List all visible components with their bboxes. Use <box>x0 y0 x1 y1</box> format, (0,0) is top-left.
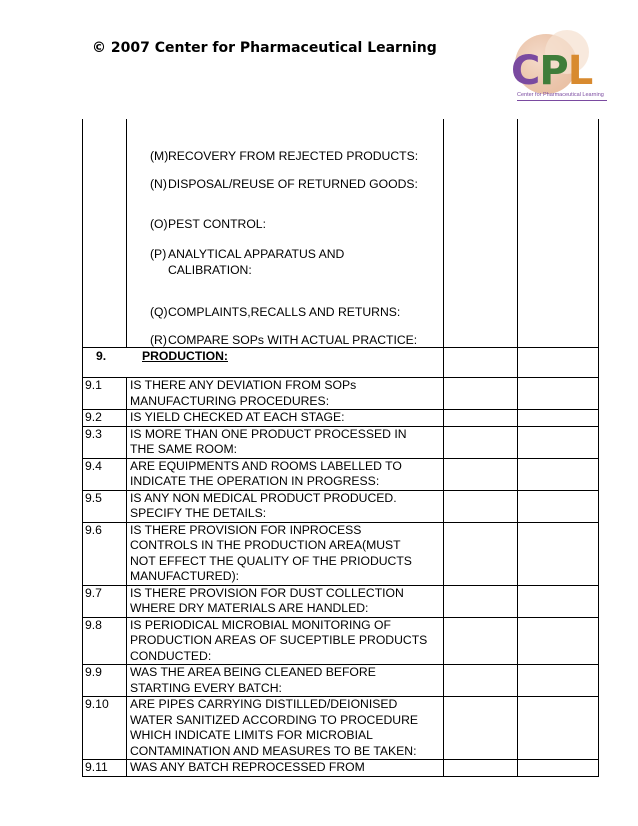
sub-item-label: (M) <box>150 149 169 163</box>
sub-item-text: PEST CONTROL: <box>168 217 266 231</box>
sub-item-label: (Q) <box>150 305 168 319</box>
logo-underline <box>517 100 607 101</box>
row-number: 9.9 <box>85 665 102 679</box>
sub-item-text: DISPOSAL/REUSE OF RETURNED GOODS: <box>168 177 418 191</box>
sub-item <box>150 217 266 233</box>
row-question-text: STARTING EVERY BATCH: <box>130 680 282 695</box>
row-number: 9.7 <box>85 585 102 600</box>
sub-item-text: ANALYTICAL APPARATUS AND <box>168 247 345 261</box>
answer-column-line <box>443 119 444 776</box>
row-question-text: WAS THE AREA BEING CLEANED BEFORE <box>130 665 376 679</box>
number-column-line <box>126 377 127 776</box>
logo-letter-l: L <box>567 48 593 94</box>
row-question-text: WHICH INDICATE LIMITS FOR MICROBIAL <box>130 728 373 742</box>
table-right-border <box>598 119 599 776</box>
row-question-text: IS PERIODICAL MICROBIAL MONITORING OF <box>130 617 391 632</box>
row-question-text: IS MORE THAN ONE PRODUCT PROCESSED IN <box>130 426 407 441</box>
row-number: 9.6 <box>85 522 102 537</box>
row-number: 9.3 <box>85 426 102 441</box>
logo-letter-c: C <box>511 48 540 94</box>
sub-item-text: CALIBRATION: <box>168 262 252 277</box>
row-divider-line <box>82 776 599 777</box>
row-number: 9.8 <box>85 617 102 632</box>
sub-item <box>150 177 418 193</box>
cpl-logo <box>505 30 615 108</box>
sub-item <box>150 305 401 321</box>
row-number: 9.4 <box>85 458 102 473</box>
remarks-column-line <box>517 119 518 776</box>
row-question-text: PRODUCTION AREAS OF SUCEPTIBLE PRODUCTS <box>130 633 428 647</box>
sub-item <box>150 247 345 277</box>
logo-tagline: Center for Pharmaceutical Learning <box>517 92 604 98</box>
row-question-text: CONTROLS IN THE PRODUCTION AREA(MUST <box>130 538 401 552</box>
sub-item <box>150 149 419 165</box>
number-column-line <box>126 119 127 347</box>
row-question-text: IS THERE PROVISION FOR DUST COLLECTION <box>130 585 404 600</box>
sub-item-label: (N) <box>150 177 167 191</box>
row-question-text: IS ANY NON MEDICAL PRODUCT PRODUCED. <box>130 490 397 505</box>
sub-item-text: RECOVERY FROM REJECTED PRODUCTS: <box>168 149 419 163</box>
table-left-border <box>82 119 83 776</box>
row-number: 9.10 <box>85 697 109 711</box>
section-title: PRODUCTION: <box>142 349 228 363</box>
sub-item-label: (R) <box>150 333 167 347</box>
row-question-text: THE SAME ROOM: <box>130 442 237 456</box>
row-question-text: SPECIFY THE DETAILS: <box>130 506 267 520</box>
row-question-text: MANUFACTURING PROCEDURES: <box>130 393 330 408</box>
sub-item-label: (P) <box>150 247 167 261</box>
row-question-text: NOT EFFECT THE QUALITY OF THE PRIODUCTS <box>130 553 412 568</box>
checklist-table <box>82 119 599 774</box>
row-number: 9.11 <box>85 760 108 774</box>
section-row-top-line <box>82 347 599 348</box>
row-question-text: ARE EQUIPMENTS AND ROOMS LABELLED TO <box>130 458 402 473</box>
row-question-text: CONDUCTED: <box>130 648 212 663</box>
row-number: 9.2 <box>85 410 102 424</box>
row-number: 9.1 <box>85 378 102 392</box>
logo-letter-p: P <box>539 48 568 94</box>
row-question-text: CONTAMINATION AND MEASURES TO BE TAKEN: <box>130 743 417 758</box>
sub-item-text: COMPARE SOPs WITH ACTUAL PRACTICE: <box>168 333 418 347</box>
sub-item-text: COMPLAINTS,RECALLS AND RETURNS: <box>168 305 401 319</box>
copyright-header: © 2007 Center for Pharmaceutical Learning <box>92 40 437 56</box>
row-number: 9.5 <box>85 490 102 505</box>
row-question-text: MANUFACTURED): <box>130 569 240 583</box>
section-number: 9. <box>96 349 107 363</box>
row-question-text: WAS ANY BATCH REPROCESSED FROM <box>130 760 365 774</box>
row-question-text: WHERE DRY MATERIALS ARE HANDLED: <box>130 601 369 615</box>
row-question-text: WATER SANITIZED ACCORDING TO PROCEDURE <box>130 712 419 727</box>
row-question-text: IS THERE ANY DEVIATION FROM SOPs <box>130 378 357 392</box>
sub-item-label: (O) <box>150 217 168 231</box>
logo-letters <box>511 48 592 94</box>
row-question-text: ARE PIPES CARRYING DISTILLED/DEIONISED <box>130 697 398 711</box>
row-question-text: IS THERE PROVISION FOR INPROCESS <box>130 522 362 537</box>
row-question-text: IS YIELD CHECKED AT EACH STAGE: <box>130 410 345 424</box>
row-question-text: INDICATE THE OPERATION IN PROGRESS: <box>130 474 380 488</box>
